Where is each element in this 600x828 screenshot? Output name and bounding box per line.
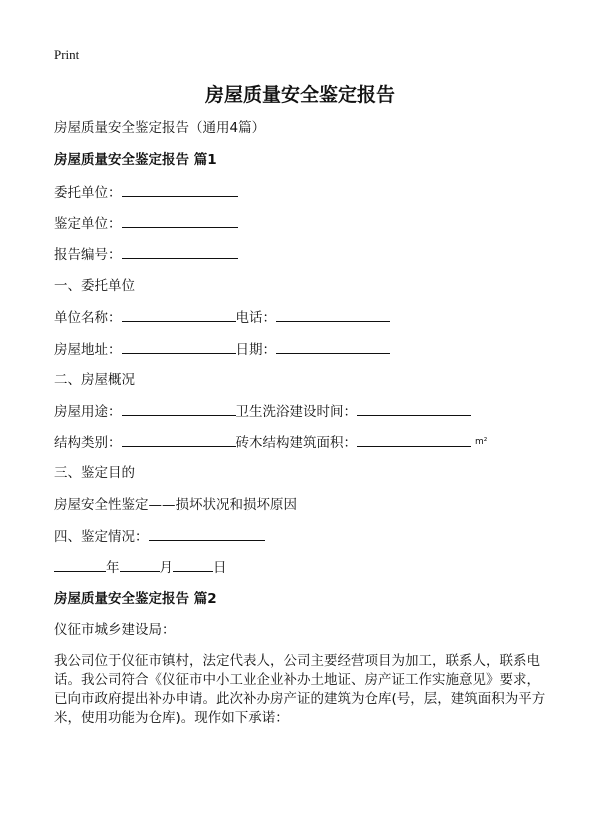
structure-blank [122, 432, 236, 447]
client-label: 委托单位： [54, 185, 122, 201]
unit-name-label: 单位名称： [54, 310, 122, 326]
appraiser-label: 鉴定单位： [54, 216, 122, 232]
area-unit: m² [475, 437, 488, 447]
print-label[interactable]: Print [54, 47, 80, 62]
client-row [54, 182, 238, 203]
phone-blank [276, 307, 390, 322]
bath-time-label: 卫生洗浴建设时间： [235, 404, 357, 420]
usage-blank [122, 401, 236, 416]
address-blank [122, 339, 236, 354]
appraiser-row [54, 213, 238, 234]
purpose-text: 房屋安全性鉴定——损坏状况和损坏原因 [54, 497, 297, 513]
phone-label: 电话： [235, 310, 276, 326]
part2-title: 二、房屋概况 [54, 372, 135, 388]
report-no-row [54, 244, 238, 265]
date-fill-row [54, 557, 227, 578]
section1-heading: 房屋质量安全鉴定报告 篇1 [54, 152, 217, 168]
appraiser-blank [122, 213, 238, 228]
month-label: 月 [159, 560, 173, 576]
area-label: 砖木结构建筑面积： [235, 435, 357, 451]
date-label: 日期： [235, 342, 276, 358]
bath-time-blank [357, 401, 471, 416]
address-row [54, 339, 390, 360]
section2-body: 我公司位于仪征市镇村，法定代表人，公司主要经营项目为加工，联系人，联系电话。我公司符合《仪征市中小工业企业补办土地证、房产证工作实施意见》要求，已向市政府提出补办申请。此次补办房产证的建筑为仓库(号，层，建筑面积为平方米，使用功能为仓库)。现作如下承诺： [54, 653, 546, 726]
address-label: 房屋地址： [54, 342, 122, 358]
recipient-line: 仪征市城乡建设局： [54, 622, 176, 638]
usage-row [54, 401, 471, 422]
day-blank [173, 557, 213, 572]
document-subtitle: 房屋质量安全鉴定报告（通用4篇） [54, 120, 266, 136]
part4-row [54, 526, 265, 547]
structure-label: 结构类别： [54, 435, 122, 451]
structure-row [54, 432, 487, 453]
unit-name-blank [122, 307, 236, 322]
report-no-label: 报告编号： [54, 247, 122, 263]
date-blank [276, 339, 390, 354]
usage-label: 房屋用途： [54, 404, 122, 420]
area-blank [357, 432, 471, 447]
part3-title: 三、鉴定目的 [54, 465, 135, 481]
document-title: 房屋质量安全鉴定报告 [204, 84, 395, 106]
part4-blank [149, 526, 265, 541]
part1-title: 一、委托单位 [54, 278, 135, 294]
month-blank [120, 557, 160, 572]
report-no-blank [122, 244, 238, 259]
day-label: 日 [213, 560, 227, 576]
part4-label: 四、鉴定情况： [54, 529, 149, 545]
year-label: 年 [106, 560, 120, 576]
year-blank [54, 557, 106, 572]
unit-name-row [54, 307, 390, 328]
section2-heading: 房屋质量安全鉴定报告 篇2 [54, 591, 217, 607]
client-blank [122, 182, 238, 197]
